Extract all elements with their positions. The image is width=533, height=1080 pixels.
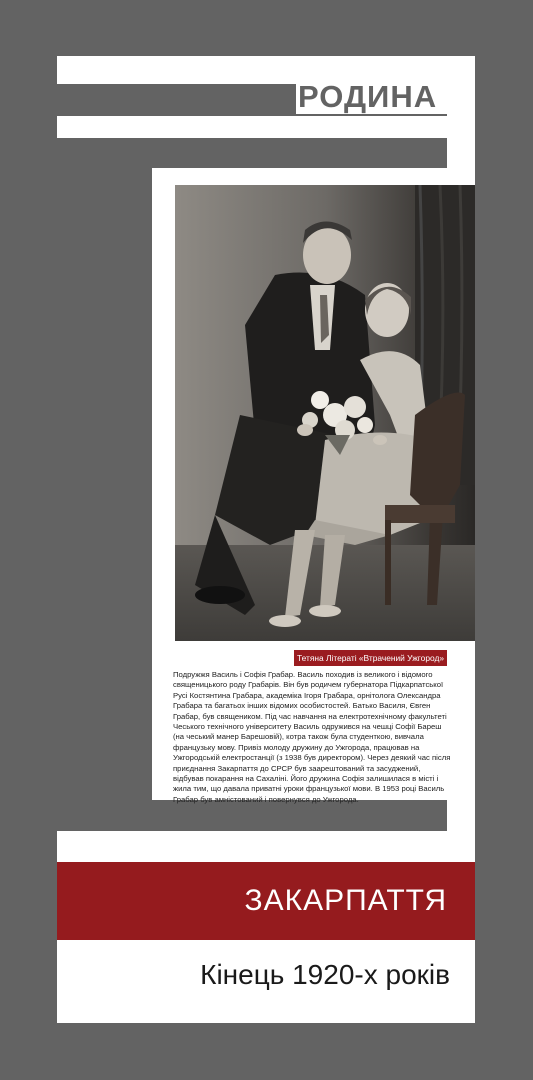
- header-title-band: [57, 116, 475, 138]
- couple-photograph: [175, 185, 475, 641]
- region-title: ЗАКАРПАТТЯ: [244, 884, 447, 917]
- page-title: РОДИНА: [296, 80, 458, 114]
- photo-caption-badge: Тетяна Літераті «Втрачений Ужгород»: [294, 650, 447, 666]
- couple-photo-illustration: [175, 185, 475, 641]
- article-text: Подружжя Василь і Софія Грабар. Василь походив із великого і відомого священицького роду Грабарів. Він був родичем губернатора Підкарпатської Русі Костянтина Грабара, академіка Ігоря Грабара, орнітолога Олександра Грабара та багатьох інших відомих особистостей. Батько Василя, Євген Грабар, був священиком. Під час навчання на електротехнічному факультеті Чеського технічного університету Василь одружився на чешці Софії Бареш (на чеський манер Барешовій), котра також була студенткою, вивчала французьку мову. Привіз молоду дружину до Ужгорода, працював на Ужгородській електростанції (з 1938 був директором). Через деякий час після приєднання Закарпаття до СРСР був заарештований та засуджений, відбував покарання на Сахаліні. Його дружина Софія залишилася в місті і жила тим, що давала приватні уроки французької мови. В 1953 році Василь Грабар був амністований і повернувся до Ужгорода.: [173, 670, 451, 804]
- period-subtitle: Кінець 1920-х років: [200, 959, 450, 990]
